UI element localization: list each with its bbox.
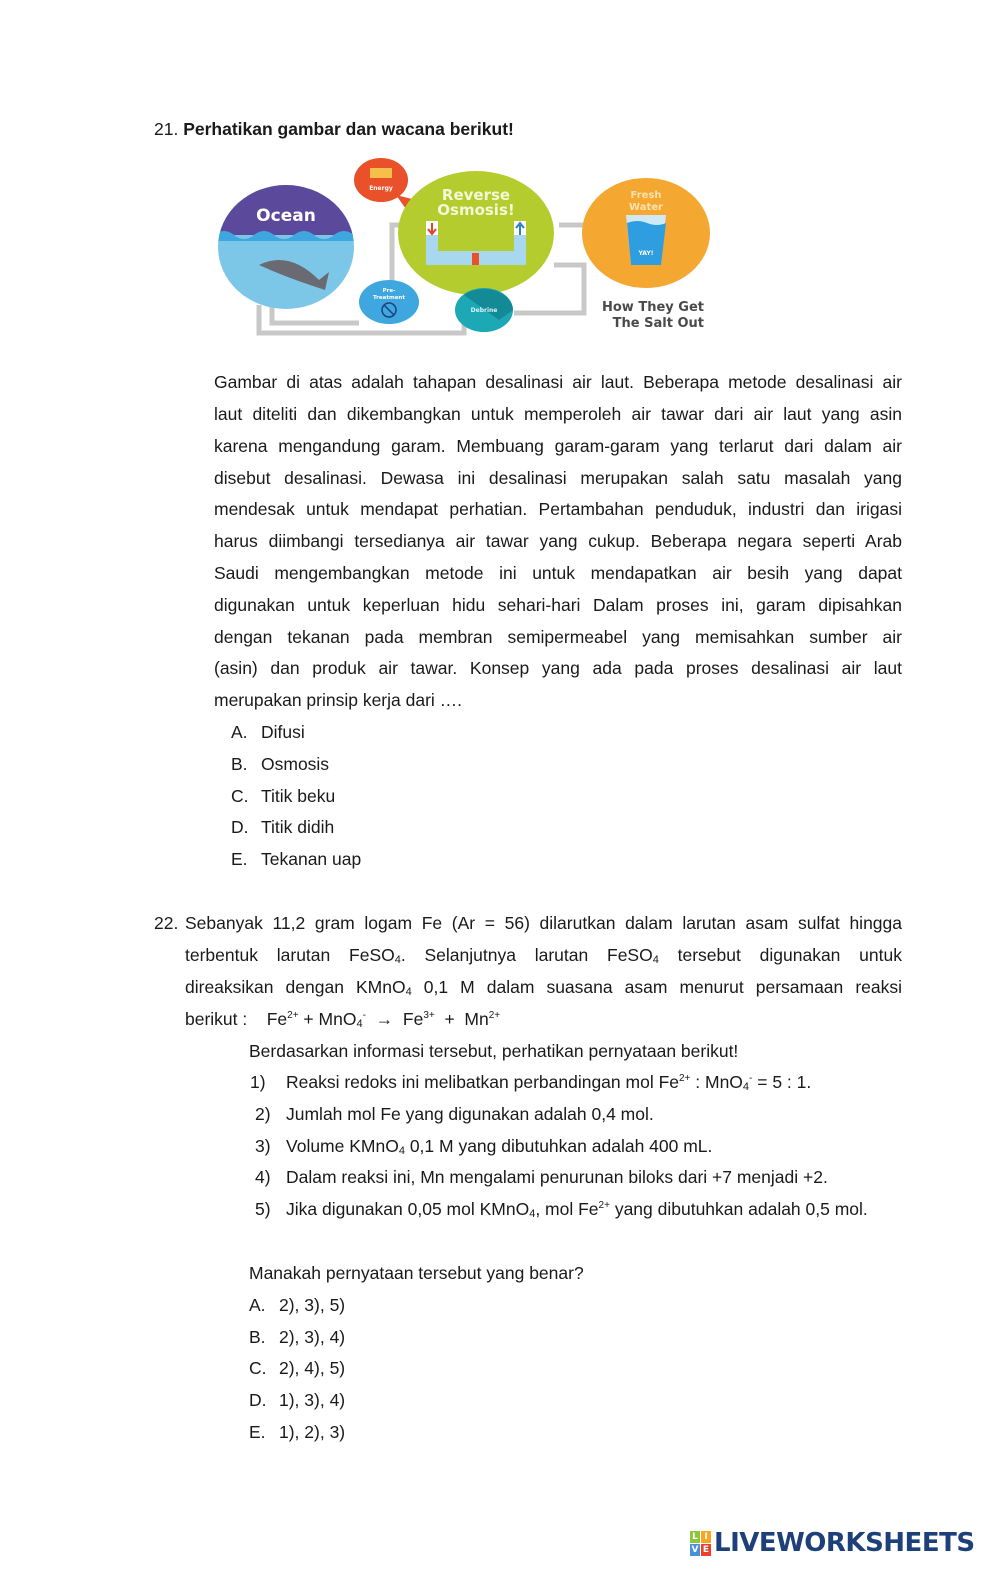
statement-4: 4) Dalam reaksi ini, Mn mengalami penurunan biloks dari +7 menjadi +2. (255, 1167, 828, 1187)
glass-label: YAY! (638, 250, 654, 257)
diagram-caption-2: The Salt Out (612, 316, 704, 331)
q22-line: Sebanyak 11,2 gram logam Fe (Ar = 56) dilarutkan dalam larutan asam sulfat hingga (185, 913, 902, 933)
passage-line: dengan tekanan pada membran semipermeabel yang memisahkan sumber air (214, 627, 902, 647)
passage-line: laut diteliti dan dikembangkan untuk memperoleh air tawar dari air laut yang asin (214, 404, 902, 424)
debrine-circle (455, 288, 513, 332)
statement-5: 5) Jika digunakan 0,05 mol KMnO$_4$, mol $Fe^{2+}$ yang dibutuhkan adalah 0,5 mol. (255, 1199, 868, 1220)
passage-line: Saudi mengembangkan metode ini untuk mendapatkan air besih yang dapat (214, 563, 902, 583)
logo-text: LIVEWORKSHEETS (714, 1528, 975, 1558)
passage-line: mendesak untuk mendapat perhatian. Pertambahan penduduk, industri dan irigasi (214, 499, 902, 519)
reverse-label: Reverse (441, 186, 511, 204)
logo-icon (690, 1531, 711, 1556)
option-c[interactable]: C. Titik beku (231, 786, 336, 806)
option-b[interactable]: B. Osmosis (231, 754, 330, 774)
statement-2: 2) Jumlah mol Fe yang digunakan adalah 0,4 mol. (255, 1104, 654, 1124)
osmosis-label: Osmosis! (437, 201, 515, 219)
passage-line: merupakan prinsip kerja dari …. (214, 690, 463, 710)
logo-cell: E (702, 1544, 710, 1555)
ocean-circle (214, 183, 364, 313)
logo-cell: I (701, 1531, 711, 1543)
passage-line: harus diimbangi tersedianya air tawar yang cukup. Beberapa negara seperti Arab (214, 531, 902, 551)
reaction-arrow: → (375, 1009, 394, 1029)
q22-line: terbentuk larutan FeSO$_4$. Selanjutnya larutan FeSO$_4$ tersebut digunakan untuk (185, 945, 902, 966)
passage-line: Gambar di atas adalah tahapan desalinasi air laut. Beberapa metode desalinasi air (214, 372, 902, 392)
energy-label: Energy (369, 185, 393, 192)
question-number: 21. (154, 119, 179, 139)
membrane-icon (472, 253, 479, 265)
water-label: Water (629, 202, 663, 213)
statement-1: 1) Reaksi redoks ini melibatkan perbandingan mol $Fe^{2+}$ : MnO$_4$- = 5 : 1. (250, 1072, 812, 1093)
fresh-water-circle (582, 178, 710, 288)
option-d[interactable]: D. Titik didih (231, 817, 335, 837)
fresh-label: Fresh (630, 190, 662, 201)
diagram-caption-1: How They Get (602, 300, 704, 315)
ocean-label: Ocean (256, 206, 316, 226)
debrine-label: Debrine (470, 307, 498, 314)
statement-intro: Berdasarkan informasi tersebut, perhatikan pernyataan berikut! (249, 1041, 739, 1061)
question-21-header (154, 118, 514, 140)
statement-3: 3) Volume KMnO$_4$ 0,1 M yang dibutuhkan adalah 400 mL. (255, 1136, 713, 1157)
option-a[interactable]: A. Difusi (231, 722, 305, 742)
reverse-osmosis-circle (398, 171, 554, 295)
q22-line: direaksikan dengan KMnO$_4$ 0,1 M dalam suasana asam menurut persamaan reaksi (185, 977, 902, 998)
pretreatment-label-2: Treatment (373, 295, 405, 301)
option-c[interactable]: C. 2), 4), 5) (249, 1358, 346, 1378)
option-a[interactable]: A. 2), 3), 5) (249, 1295, 346, 1315)
option-e[interactable]: E. 1), 2), 3) (249, 1422, 346, 1442)
pretreatment-label-1: Pre- (382, 288, 396, 294)
logo-cell: V (691, 1544, 699, 1555)
passage-line: karena mengandung garam. Membuang garam-garam yang terlarut dari dalam air (214, 436, 902, 456)
liveworksheets-logo[interactable] (690, 1528, 975, 1558)
desalination-diagram (214, 155, 714, 340)
option-d[interactable]: D. 1), 3), 4) (249, 1390, 346, 1410)
energy-circle (354, 158, 412, 209)
question-22-number: 22. (154, 913, 179, 933)
passage-line: (asin) dan produk air tawar. Konsep yang ada pada proses desalinasi air laut (214, 658, 902, 678)
option-e[interactable]: E. Tekanan uap (231, 849, 362, 869)
power-plant-icon (370, 168, 392, 178)
pretreatment-circle (359, 280, 419, 324)
question-prompt: Manakah pernyataan tersebut yang benar? (249, 1263, 584, 1283)
option-b[interactable]: B. 2), 3), 4) (249, 1327, 346, 1347)
passage-line: digunakan untuk keperluan hidu sehari-hari Dalam proses ini, garam dipisahkan (214, 595, 902, 615)
reaction-equation: berikut : $Fe^{2+} + MnO_4^- \to Fe^{3+} + Mn^{2+}$ (185, 1009, 501, 1030)
question-instruction: Perhatikan gambar dan wacana berikut! (183, 119, 514, 139)
passage-line: disebut desalinasi. Dewasa ini desalinasi merupakan salah satu masalah yang (214, 468, 902, 488)
logo-cell: L (690, 1531, 700, 1543)
